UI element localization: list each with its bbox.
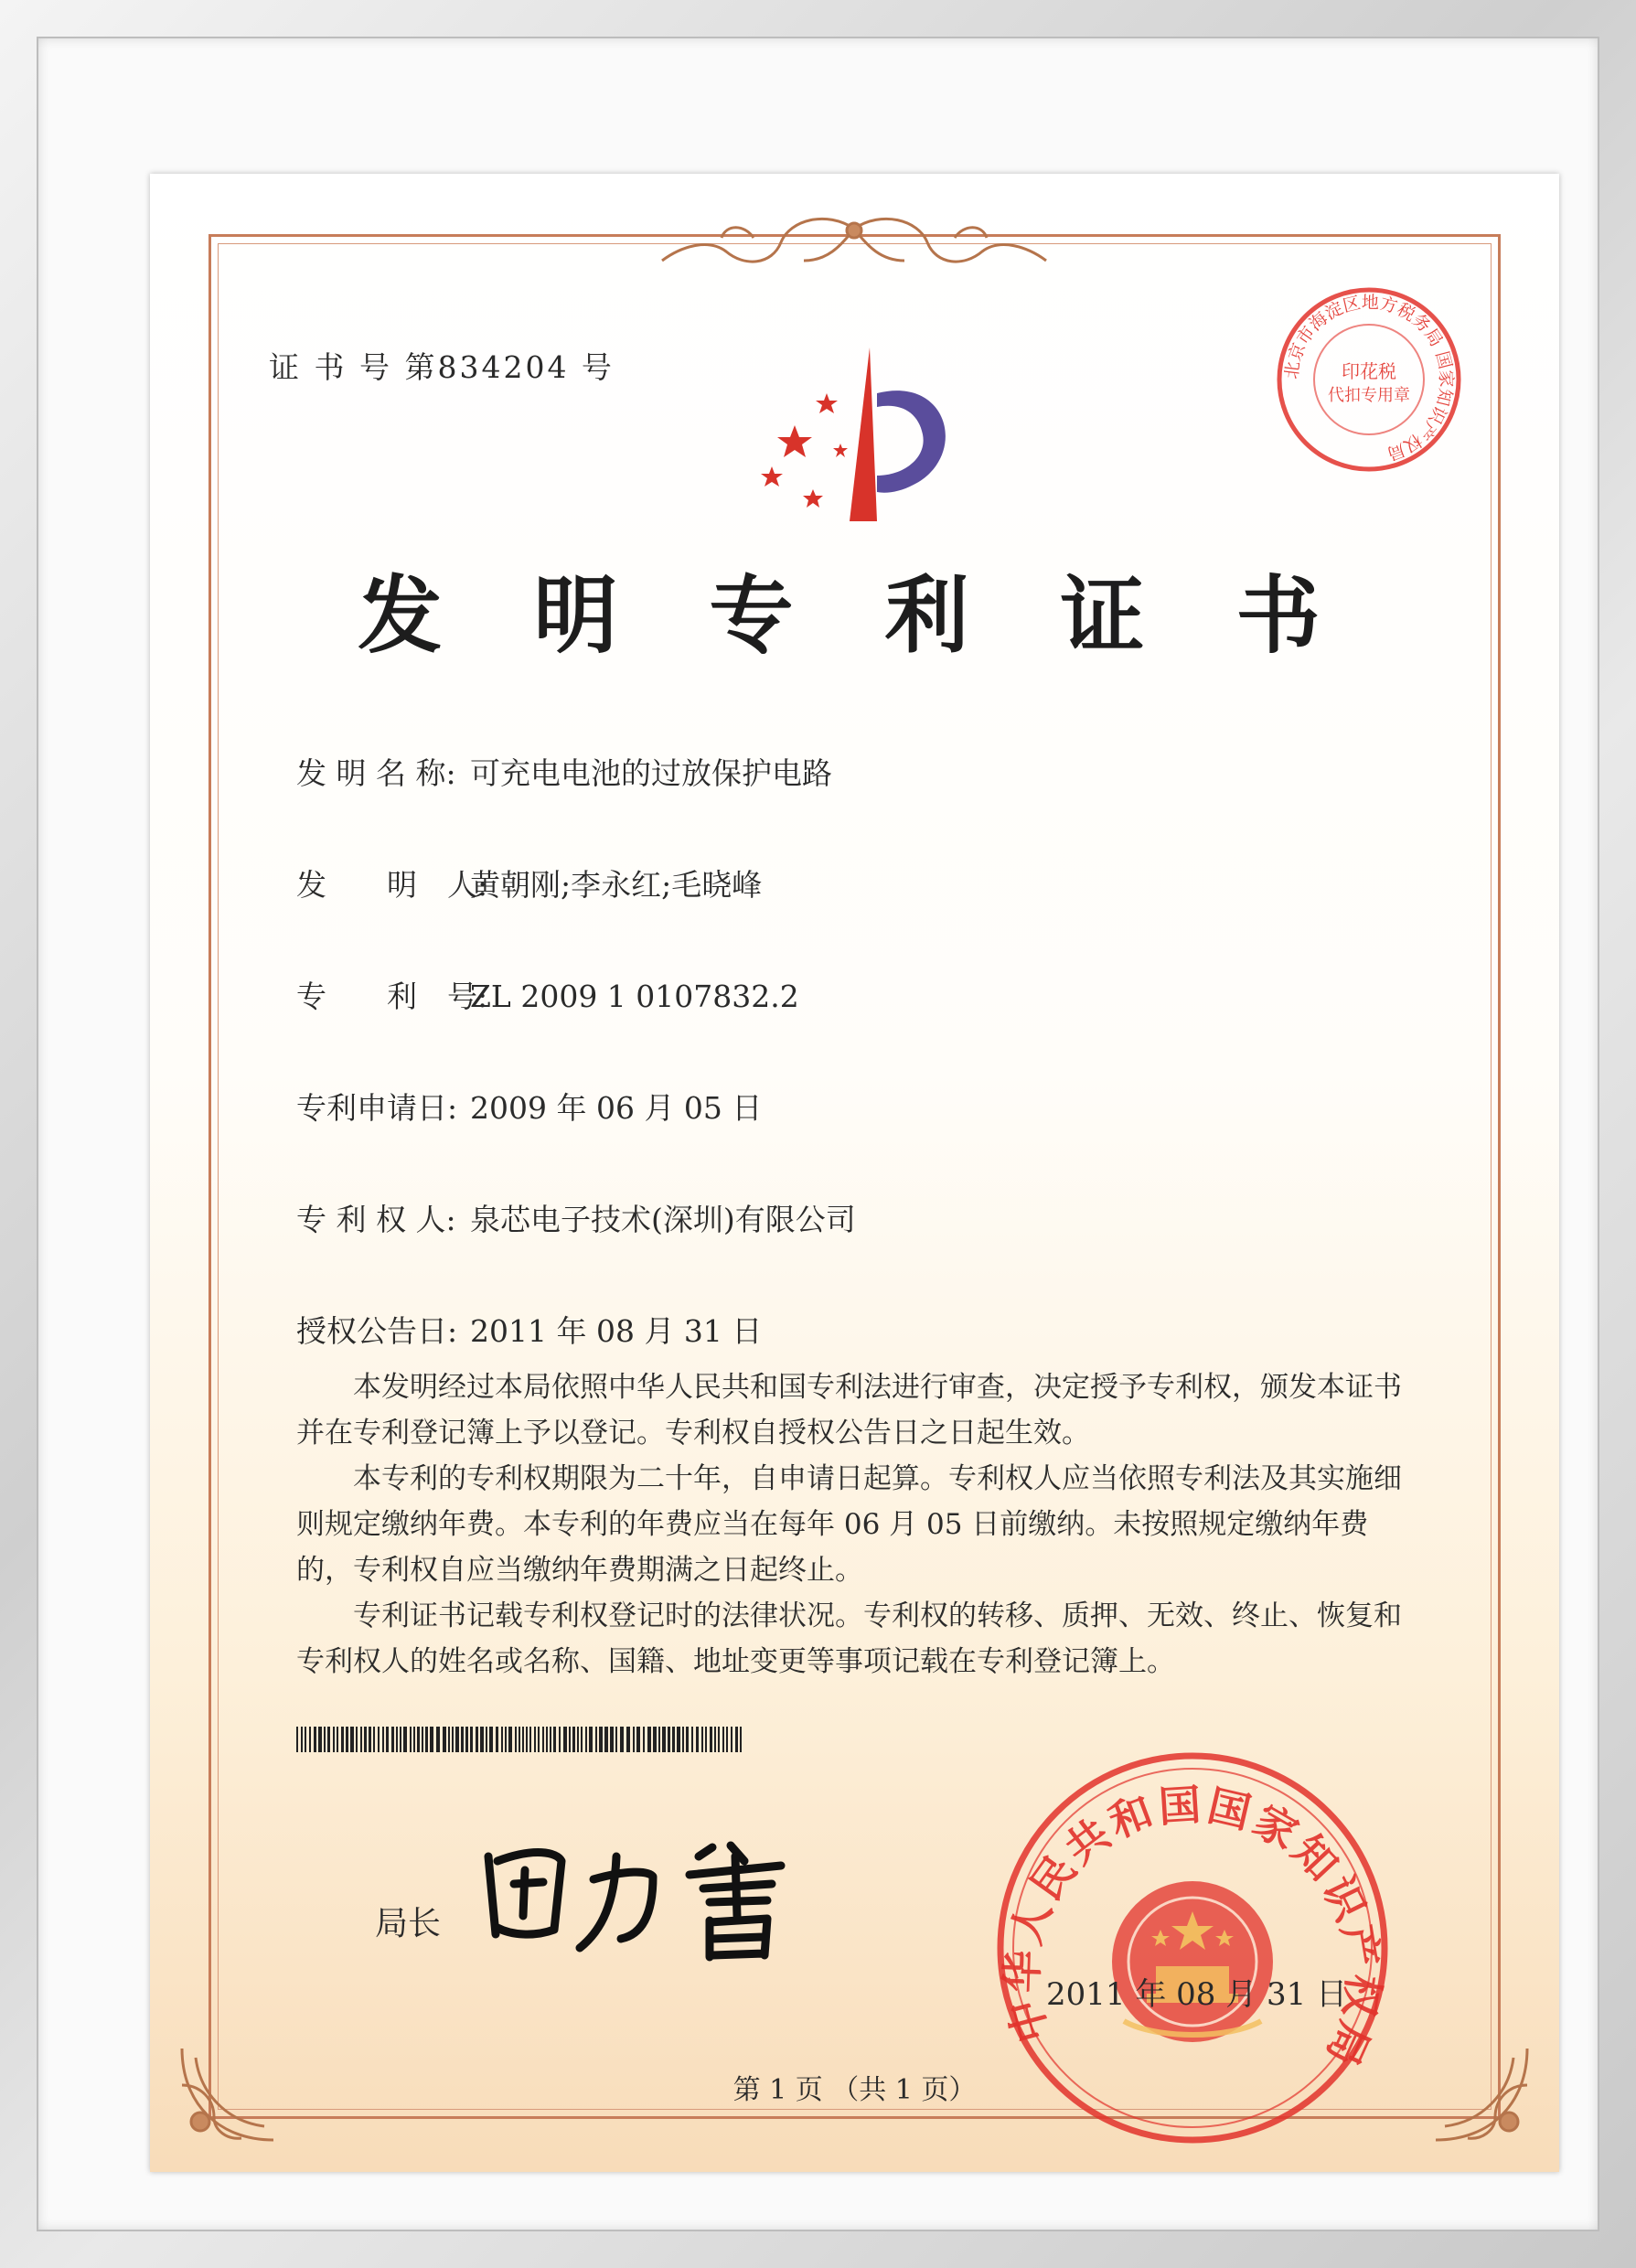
field-label: 授权公告日: — [296, 1313, 458, 1349]
field-label: 发 明 人: — [296, 867, 488, 903]
tax-stamp-line1: 印花税 — [1342, 360, 1396, 382]
tax-stamp — [1273, 284, 1465, 476]
field-value: 2009 年 06 月 05 日 — [470, 1090, 763, 1126]
director-signature — [470, 1820, 818, 1966]
field-patentee — [296, 1196, 856, 1239]
page-footer: 第 1 页 （共 1 页） — [732, 2074, 977, 2106]
field-label: 专 利 号: — [296, 979, 488, 1014]
field-value: 可充电电池的过放保护电路 — [470, 755, 832, 791]
body-paragraph-1: 本发明经过本局依照中华人民共和国专利法进行审查，决定授予专利权，颁发本证书并在专利登记簿上予以登记。专利权自授权公告日之日起生效。 — [296, 1371, 1402, 1450]
barcode — [296, 1727, 744, 1752]
patent-office-logo — [740, 338, 978, 530]
certificate-body — [296, 1364, 1421, 1685]
director-label: 局长 — [375, 1905, 442, 1942]
field-patent-number — [296, 973, 799, 1016]
frame-mat — [37, 37, 1599, 2231]
tax-stamp-ring-text: 北京市海淀区地方税务局 国家知识产权局 — [1281, 292, 1457, 465]
field-value: ZL 2009 1 0107832.2 — [470, 979, 799, 1014]
patent-certificate — [150, 174, 1559, 2172]
field-invention-name — [296, 750, 832, 793]
field-label: 专利申请日: — [296, 1090, 458, 1126]
top-ornament — [644, 210, 1064, 284]
field-label: 发 明 名 称: — [296, 755, 456, 791]
body-paragraph-3: 专利证书记载专利权登记时的法律状况。专利权的转移、质押、无效、终止、恢复和专利权人的姓名或名称、国籍、地址变更等事项记载在专利登记簿上。 — [296, 1599, 1402, 1678]
certificate-title: 发 明 专 利 证 书 — [358, 566, 1352, 665]
field-application-date — [296, 1085, 762, 1128]
tax-stamp-line2: 代扣专用章 — [1328, 386, 1410, 405]
body-paragraph-2: 本专利的专利权期限为二十年，自申请日起算。专利权人应当依照专利法及其实施细则规定缴纳年费。本专利的年费应当在每年 06 月 05 日前缴纳。未按照规定缴纳年费的，专利权自应当缴纳年费期满之日起终止。 — [296, 1462, 1402, 1587]
field-inventors — [296, 861, 762, 904]
field-grant-date — [296, 1308, 762, 1351]
seal-ring-text: 中华人民共和国国家知识产权局 — [997, 1779, 1389, 2077]
field-label: 专 利 权 人: — [296, 1202, 456, 1237]
field-value: 2011 年 08 月 31 日 — [470, 1313, 763, 1349]
field-value: 黄朝刚;李永红;毛晓峰 — [470, 867, 763, 903]
field-value: 泉芯电子技术(深圳)有限公司 — [470, 1202, 856, 1237]
seal-date: 2011 年 08 月 31 日 — [1046, 1976, 1348, 2013]
certificate-number: 证 书 号 第834204 号 — [269, 349, 615, 385]
